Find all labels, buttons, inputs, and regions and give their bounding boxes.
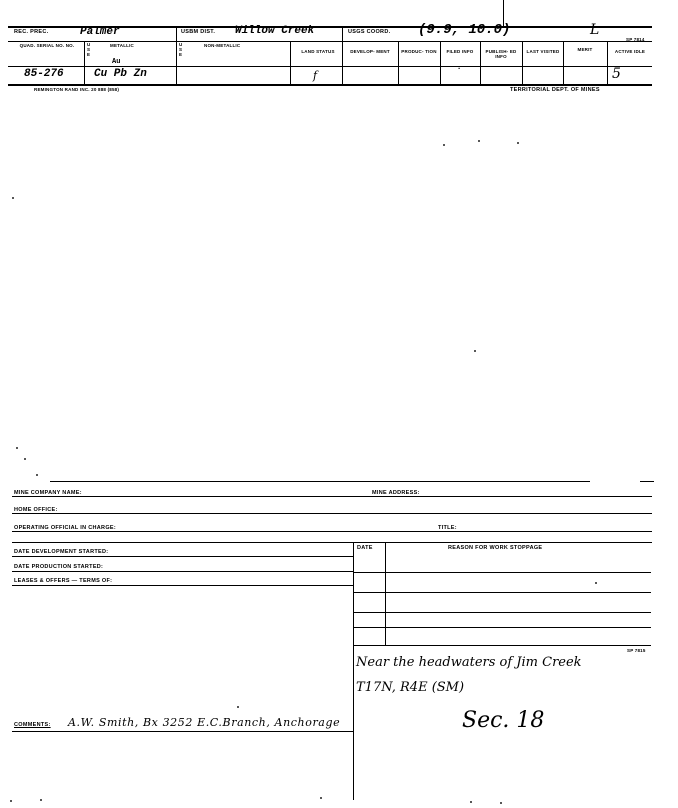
date-development-label: DATE DEVELOPMENT STARTED: <box>14 549 109 555</box>
merit-label: MERIT <box>577 47 593 52</box>
quad-serial-label: QUAD. SERIAL NO. NO. <box>19 43 75 48</box>
published-info-label: PUBLISH- ED INFO <box>485 49 517 59</box>
usbm-dist-value: Willow Creek <box>235 25 315 37</box>
usbm-dist-label: USBM DIST. <box>181 29 216 35</box>
filed-info-label: FILED INFO <box>446 49 474 54</box>
rec-prec-label: REC. PREC. <box>14 29 49 35</box>
comments-label: COMMENTS: <box>14 722 51 728</box>
last-visited-label: LAST VISITED <box>526 49 560 54</box>
leases-label: LEASES & OFFERS — TERMS OF: <box>14 578 113 584</box>
section-note: Sec. 18 <box>462 708 545 733</box>
development-label: DEVELOP- MENT <box>350 49 390 54</box>
usgs-coord-value: (9.9, 10.0) <box>418 22 511 38</box>
mine-company-label: MINE COMPANY NAME: <box>14 490 82 496</box>
usgs-coord-label: USGS COORD. <box>348 29 391 35</box>
filed-info-value: . <box>458 62 461 71</box>
operating-official-label: OPERATING OFFICIAL IN CHARGE: <box>14 525 116 531</box>
date-production-label: DATE PRODUCTION STARTED: <box>14 564 104 570</box>
rec-prec-value: Palmer <box>80 26 120 38</box>
nonmetallic-label: NON-METALLIC <box>204 43 241 48</box>
active-idle-label: ACTIVE IDLE <box>614 49 646 54</box>
active-idle-value: 5 <box>612 66 621 82</box>
title-label: TITLE: <box>438 525 457 531</box>
territorial-dept-footer: TERRITORIAL DEPT. OF MINES <box>510 87 600 93</box>
land-status-label: LAND STATUS <box>301 49 335 54</box>
metals-value: Cu Pb Zn <box>94 68 147 80</box>
metallic-label: METALLIC <box>110 43 135 48</box>
form-number: SP 7814 <box>626 37 645 42</box>
home-office-label: HOME OFFICE: <box>14 507 58 513</box>
comments-value: A.W. Smith, Bx 3252 E.C.Branch, Anchorage <box>68 716 341 729</box>
mine-address-label: MINE ADDRESS: <box>372 490 420 496</box>
corner-mark: L <box>590 22 600 38</box>
form-number-bottom: SP 7815 <box>627 648 646 653</box>
use-letters-nonmetallic: U S E <box>179 42 183 57</box>
use-letters-metallic: U S E <box>87 42 91 57</box>
production-label: PRODUC- TION <box>401 49 437 54</box>
date-column-label: DATE <box>357 545 373 551</box>
land-status-value: f <box>313 69 318 82</box>
reason-stoppage-label: REASON FOR WORK STOPPAGE <box>448 545 543 551</box>
township-range-note: T17N, R4E (SM) <box>356 680 465 695</box>
metal-note: Au <box>112 58 121 66</box>
location-note: Near the headwaters of Jim Creek <box>356 655 582 670</box>
serial-value: 85-276 <box>24 68 64 80</box>
printer-footer: REMINGTON RAND INC. 20 888 (858) <box>34 87 120 92</box>
